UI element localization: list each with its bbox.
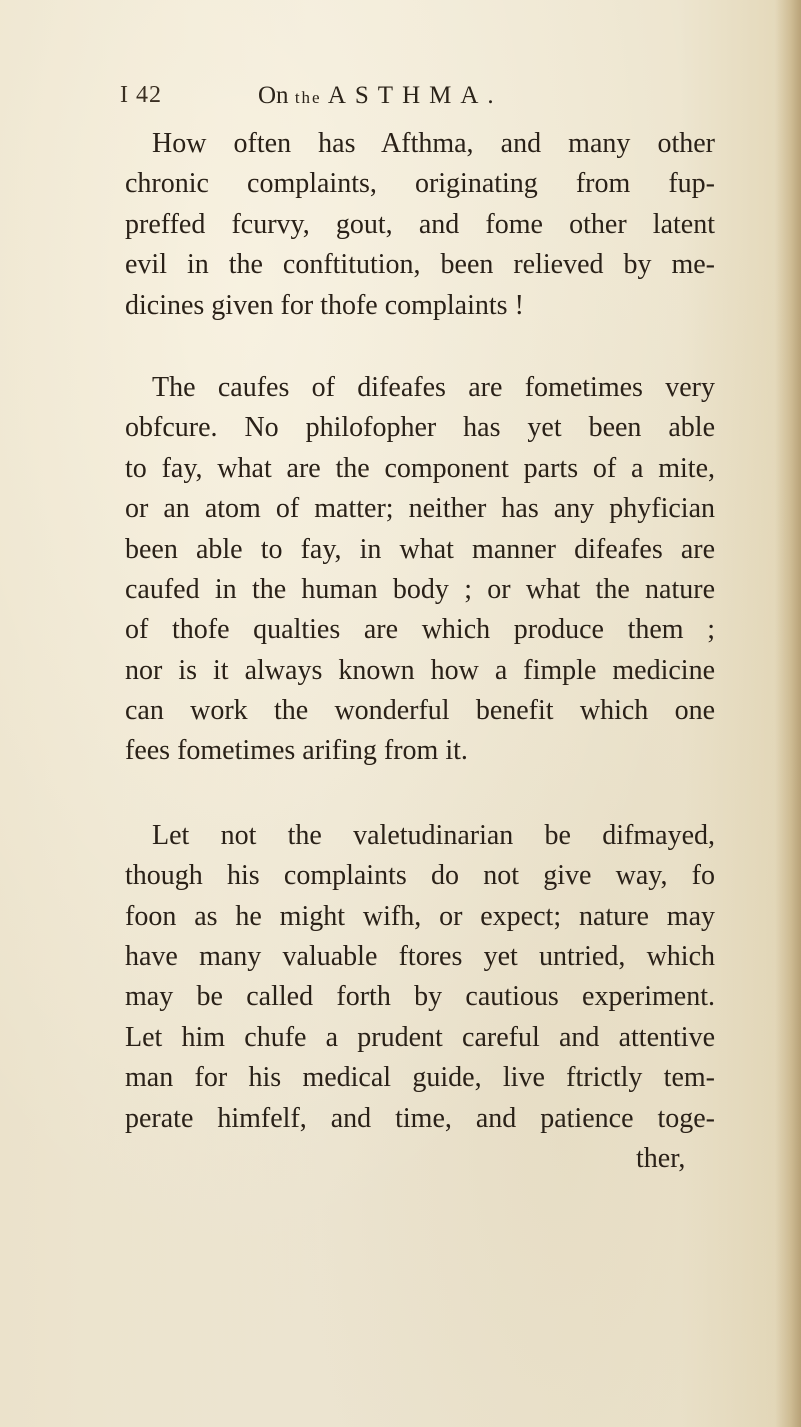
- text-line: The caufes of difeafes are fometimes very: [152, 371, 715, 403]
- page-header: [0, 82, 801, 122]
- text-line: Let him chufe a prudent careful and attentive: [125, 1021, 715, 1053]
- text-line: or an atom of matter; neither has any phyfician: [125, 493, 715, 525]
- text-line: perate himfelf, and time, and patience toge-: [125, 1102, 715, 1134]
- paragraph-gap: [0, 772, 801, 816]
- paragraph-3: [0, 816, 801, 1180]
- text-line: caufed in the human body ; or what the nature: [125, 573, 715, 605]
- text-line: nor is it always known how a fimple medicine: [125, 654, 715, 686]
- catchword: ther,: [636, 1142, 686, 1174]
- text-line: to fay, what are the component parts of a mite,: [125, 452, 715, 484]
- text-line: may be called forth by cautious experiment.: [125, 981, 715, 1013]
- text-line: been able to fay, in what manner difeafes are: [125, 533, 715, 565]
- text-line: man for his medical guide, live ftrictly tem-: [125, 1062, 715, 1094]
- text-line: preffed fcurvy, gout, and fome other latent: [125, 208, 715, 240]
- text-line: evil in the conftitution, been relieved by me-: [125, 249, 715, 281]
- text-line: fees fometimes arifing from it.: [125, 735, 468, 767]
- paragraph-2: [0, 368, 801, 772]
- running-title: [258, 82, 503, 110]
- text-line: of thofe qualties are which produce them ;: [125, 614, 715, 646]
- body-text: [0, 124, 801, 1179]
- text-line: dicines given for thofe complaints !: [125, 289, 524, 321]
- text-line: foon as he might wifh, or expect; nature may: [125, 900, 715, 932]
- running-title-on: On: [258, 82, 289, 109]
- text-line: How often has Afthma, and many other: [152, 128, 715, 159]
- page-number: I 42: [120, 82, 162, 108]
- running-title-the: the: [294, 88, 322, 107]
- paragraph-1: [0, 124, 801, 326]
- text-line: have many valuable ftores yet untried, which: [125, 941, 715, 973]
- text-line: though his complaints do not give way, fo: [125, 860, 715, 892]
- running-title-subject: ASTHMA.: [327, 82, 503, 109]
- text-line: chronic complaints, originating from fup-: [125, 168, 715, 200]
- paragraph-gap: [0, 326, 801, 368]
- text-line: obfcure. No philofopher has yet been able: [125, 412, 715, 444]
- text-line: can work the wonderful benefit which one: [125, 695, 715, 727]
- text-line: Let not the valetudinarian be difmayed,: [152, 819, 715, 851]
